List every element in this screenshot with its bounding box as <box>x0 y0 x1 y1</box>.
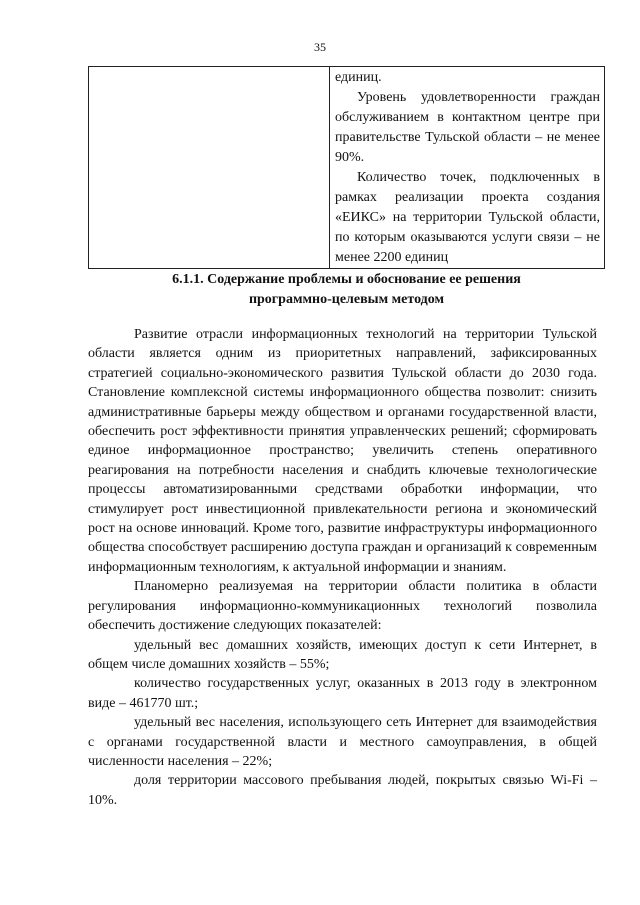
indicators-table <box>88 66 605 269</box>
table-cell-paragraph: Уровень удовлетворенности граждан обслуживанием в контактном центре при правительстве Тульской области – не менее 90%. <box>335 90 600 165</box>
list-item: доля территории массового пребывания людей, покрытых связью Wi-Fi – 10%. <box>88 773 597 808</box>
body-paragraph: Развитие отрасли информационных технологий на территории Тульской области является одним из приоритетных направлений, зафиксированных стратегией социально-экономического развития Тульской области до 2030 года. Становление комплексной системы информационного общества позволит: снизить административные барьеры между обществом и органами государственной власти, обеспечить рост эффективности принятия управленческих решений; сформировать единое информационное пространство; увеличить степень оперативного реагирования на потребности населения и снабдить ключевые технологические процессы автоматизированными средствами обработки информации, что стимулирует рост инвестиционной привлекательности региона и экономический рост на основе инноваций. Кроме того, развитие инфраструктуры информационного общества способствует расширению доступа граждан и организаций к современным информационным технологиям, к актуальной информации и знаниям. <box>88 327 597 575</box>
section-heading-line: 6.1.1. Содержание проблемы и обоснование ее решения <box>172 272 521 287</box>
list-item: количество государственных услуг, оказанных в 2013 году в электронном виде – 461770 шт.; <box>88 676 597 711</box>
body-text <box>88 325 597 810</box>
page-number: 35 <box>314 40 326 54</box>
table-cell-line: единиц. <box>335 70 382 85</box>
table-cell-indicators <box>330 67 605 269</box>
table-cell-paragraph: Количество точек, подключенных в рамках реализации проекта создания «ЕИКС» на территории Тульской области, по которым оказываются услуги связи – не менее 2200 единиц <box>335 170 600 265</box>
list-item: удельный вес домашних хозяйств, имеющих доступ к сети Интернет, в общем числе домашних хозяйств – 55%; <box>88 637 597 672</box>
section-heading-line: программно-целевым методом <box>248 292 445 307</box>
list-item: удельный вес населения, использующего сеть Интернет для взаимодействия с органами государственной власти и местного самоуправления, в общей численности населения – 22%; <box>88 715 597 769</box>
body-paragraph: Планомерно реализуемая на территории области политика в области регулирования информационно-коммуникационных технологий позволила обеспечить достижение следующих показателей: <box>88 579 597 634</box>
table-cell-left-empty <box>89 67 330 269</box>
table-row <box>89 67 605 269</box>
section-heading <box>88 270 605 310</box>
